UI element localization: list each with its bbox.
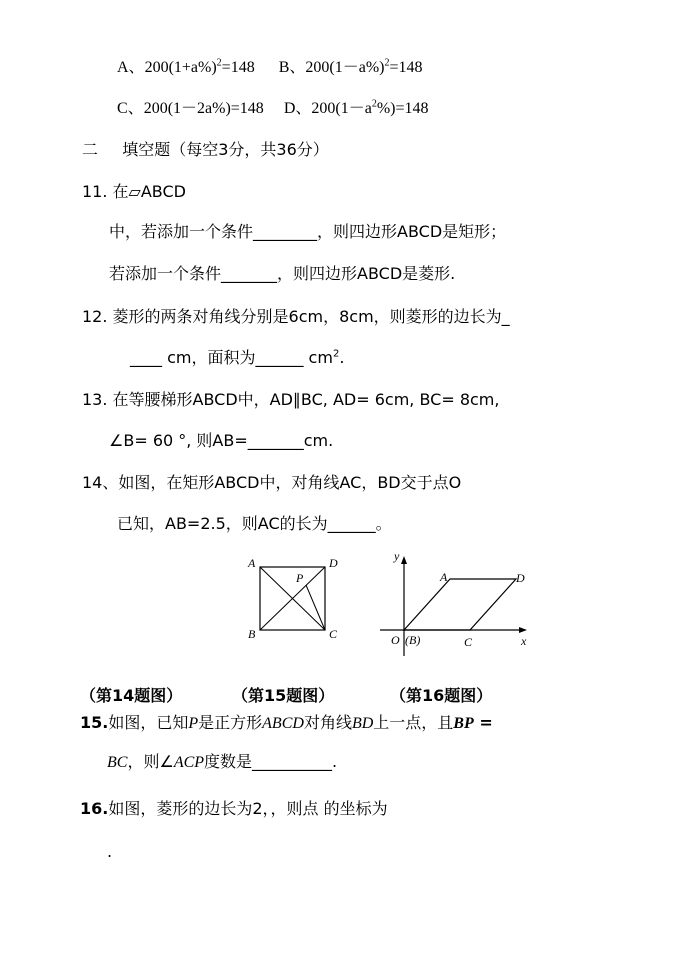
- option-b-exponent: 2: [384, 57, 390, 69]
- caption-figure-15: （第15题图）: [232, 686, 335, 705]
- q16-line1: [80, 799, 388, 819]
- parallelogram: [404, 579, 516, 630]
- q11-line1: 11. 在▱ABCD: [82, 182, 186, 201]
- q15-segment-bp: BP: [453, 715, 474, 732]
- q15-diagonal-bd: BD: [351, 715, 374, 732]
- q13-line2: ∠B= 60 °, 则AB=_______cm.: [109, 431, 334, 450]
- q15-text-4: 上一点，且: [373, 713, 454, 732]
- x-axis-arrow-icon: [519, 627, 527, 633]
- label-p: P: [296, 571, 304, 585]
- option-d-letter: D、: [283, 100, 312, 117]
- caption-figure-16: （第16题图）: [390, 686, 493, 705]
- y-axis-arrow-icon: [401, 556, 407, 564]
- q15-segment-bc: BC: [107, 754, 128, 771]
- q14-line1: 14、如图，在矩形ABCD中，对角线AC，BD交于点O: [82, 473, 462, 492]
- q15-angle-acp: ACP: [173, 754, 205, 771]
- q15-text-5: ，则∠: [127, 752, 174, 771]
- q15-text-6: 度数是__________.: [204, 752, 338, 771]
- figure-16-rhombus: [372, 546, 537, 658]
- option-a-exponent: 2: [216, 57, 222, 69]
- option-d-exponent: 2: [371, 98, 377, 110]
- q16-number: 16.: [80, 799, 109, 818]
- q12-line1: 12. 菱形的两条对角线分别是6cm，8cm，则菱形的边长为_: [82, 307, 510, 326]
- q11-line2: 中，若添加一个条件________，则四边形ABCD是矩形；: [109, 222, 507, 241]
- segment-pc: [306, 585, 325, 630]
- option-b-letter: B、: [278, 59, 306, 76]
- section-title: 填空题（每空3分，共36分）: [122, 140, 329, 159]
- option-a-rhs: =148: [221, 59, 255, 76]
- label-y: y: [394, 549, 400, 563]
- option-row-cd: [117, 99, 429, 119]
- q15-text-1: 如图，已知: [108, 713, 189, 732]
- q14-line2: 已知，AB=2.5，则AC的长为______。: [117, 514, 392, 533]
- q12-line2-end: .: [339, 348, 345, 367]
- figure-15-square: [240, 550, 350, 645]
- option-a-expr: 200(1+a%): [144, 59, 217, 76]
- label-c: C: [464, 635, 473, 649]
- q13-line1: 13. 在等腰梯形ABCD中，AD∥BC, AD= 6cm, BC= 8cm,: [82, 390, 500, 409]
- label-b: (B): [405, 633, 421, 647]
- q12-line2-text: ____ cm，面积为______ cm: [130, 348, 333, 367]
- option-c-expr: 200(1－2a%)=148: [143, 100, 264, 117]
- section-number: 二: [82, 140, 99, 159]
- q12-exponent: 2: [332, 348, 340, 360]
- q15-point-p: P: [188, 715, 199, 732]
- label-o: O: [391, 633, 400, 647]
- q15-line2: [107, 752, 337, 773]
- label-a: A: [248, 556, 256, 570]
- q12-line2: [130, 348, 344, 368]
- q15-square-abcd: ABCD: [262, 715, 304, 732]
- option-d-expr-1: 200(1－a: [311, 100, 372, 117]
- label-d: D: [329, 556, 338, 570]
- label-d: D: [516, 571, 525, 585]
- section-heading: [82, 140, 329, 160]
- option-b-expr: 200(1－a%): [305, 59, 385, 76]
- q15-number: 15.: [80, 713, 109, 732]
- q15-equals: =: [473, 713, 493, 732]
- label-a: A: [440, 570, 448, 584]
- q15-text-2: 是正方形: [198, 713, 263, 732]
- q16-trailing-period: .: [107, 842, 113, 861]
- q15-line1: [80, 713, 493, 734]
- q11-line3: 若添加一个条件_______，则四边形ABCD是菱形.: [109, 264, 456, 283]
- caption-figure-14: （第14题图）: [80, 686, 183, 705]
- label-b: B: [248, 627, 256, 641]
- label-x: x: [521, 634, 527, 648]
- q15-text-3: 对角线: [303, 713, 352, 732]
- q16-text: 如图，菱形的边长为2，，则点 的坐标为: [108, 799, 388, 818]
- option-b-rhs: =148: [389, 59, 423, 76]
- option-a-letter: A、: [117, 59, 145, 76]
- option-row-ab: [117, 58, 423, 78]
- option-c-letter: C、: [117, 100, 144, 117]
- option-d-expr-2: %)=148: [376, 100, 429, 117]
- label-c: C: [329, 627, 338, 641]
